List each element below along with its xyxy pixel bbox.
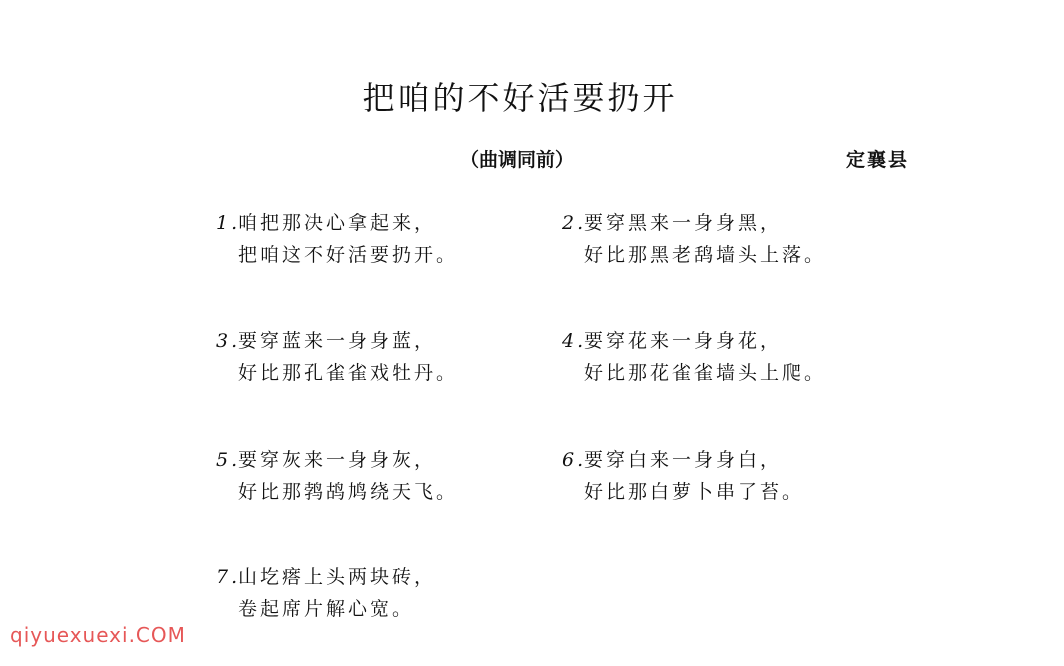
verse-3 [216, 325, 458, 389]
verse-line-1 [216, 207, 458, 239]
verse-5 [216, 444, 458, 508]
verse-text: 要穿白来一身身白， [584, 449, 783, 471]
verse-7 [216, 561, 436, 625]
verse-number: 7. [216, 566, 241, 588]
region-label: 定襄县 [846, 149, 910, 171]
verse-line-1 [216, 561, 436, 593]
verse-1 [216, 207, 458, 271]
verse-6 [562, 444, 804, 508]
verse-line-2: 好比那鹁鸪鸠绕天飞。 [238, 481, 459, 503]
subtitle-note: （曲调同前） [460, 149, 575, 171]
verse-line-2: 好比那孔雀雀戏牡丹。 [238, 362, 459, 384]
verse-text: 要穿灰来一身身灰， [238, 449, 437, 471]
verse-number: 3. [216, 330, 241, 352]
verse-text: 山圪瘩上头两块砖， [238, 566, 437, 588]
verse-number: 2. [562, 212, 587, 234]
verse-line-2: 好比那花雀雀墙头上爬。 [584, 362, 827, 384]
verse-number: 6. [562, 449, 587, 471]
verse-text: 要穿黑来一身身黑， [584, 212, 783, 234]
verse-number: 4. [562, 330, 587, 352]
page-title: 把咱的不好活要扔开 [362, 79, 678, 117]
verse-text: 要穿蓝来一身身蓝， [238, 330, 437, 352]
verse-text: 要穿花来一身身花， [584, 330, 783, 352]
verse-line-2: 卷起席片解心宽。 [238, 598, 415, 620]
verse-text: 咱把那决心拿起来， [238, 212, 437, 234]
verse-line-2: 好比那黑老鸹墙头上落。 [584, 244, 827, 266]
verse-line-1 [216, 444, 458, 476]
site-watermark: qiyuexuexi.COM [10, 623, 186, 647]
verse-line-2: 把咱这不好活要扔开。 [238, 244, 459, 266]
verse-number: 1. [216, 212, 241, 234]
verse-line-1 [562, 444, 804, 476]
verse-2 [562, 207, 826, 271]
verse-line-1 [216, 325, 458, 357]
verse-line-2: 好比那白萝卜串了苔。 [584, 481, 805, 503]
verse-line-1 [562, 325, 826, 357]
verse-4 [562, 325, 826, 389]
verse-number: 5. [216, 449, 241, 471]
verse-line-1 [562, 207, 826, 239]
